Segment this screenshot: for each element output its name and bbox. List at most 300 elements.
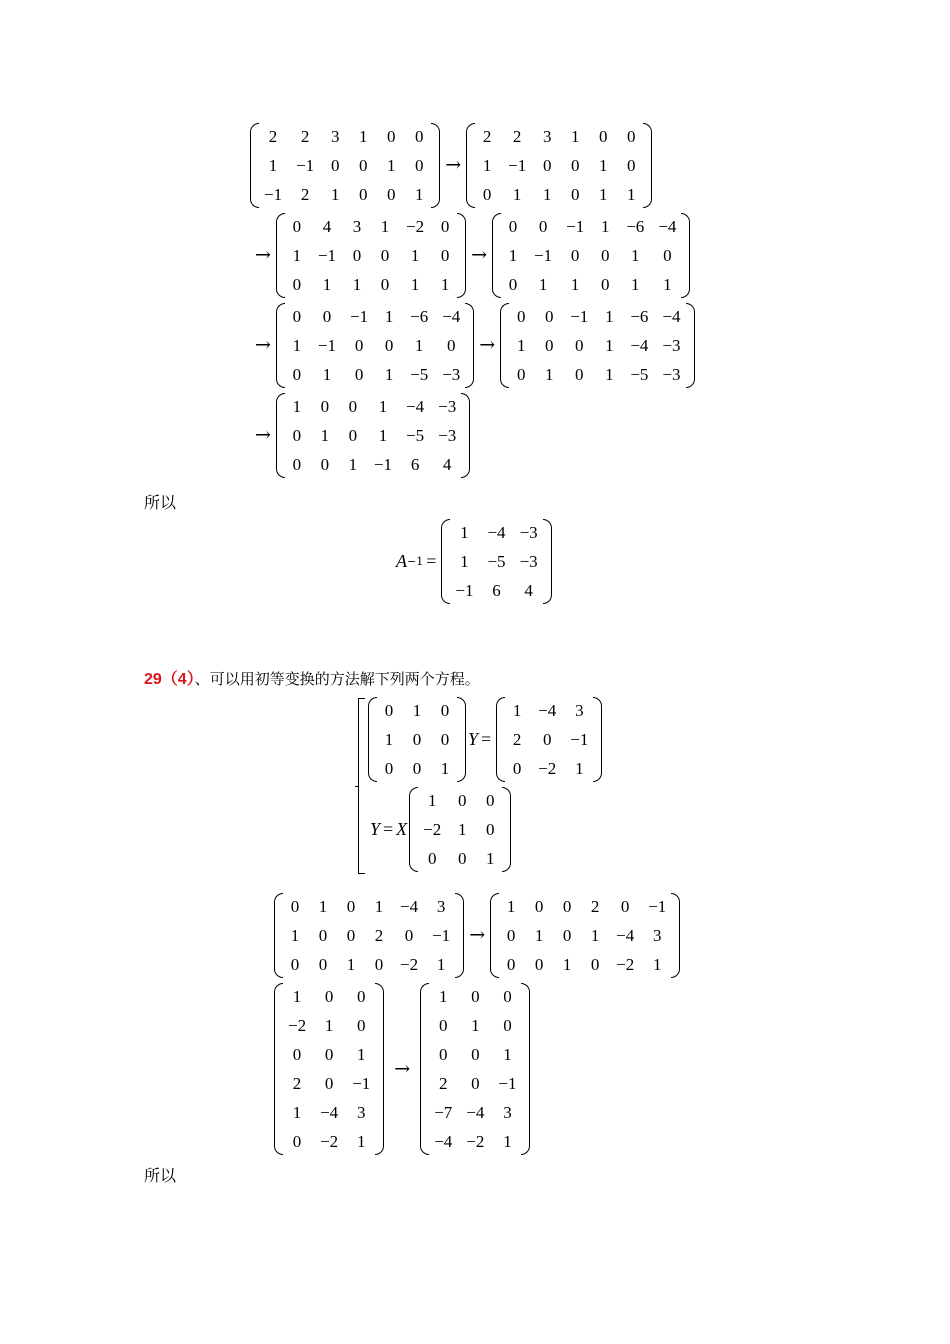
right-paren (673, 892, 682, 979)
matrix-cell: 0 (356, 1015, 366, 1035)
matrix-cell: −6 (410, 306, 429, 326)
matrix-cell: −1 (570, 306, 589, 326)
left-paren (498, 302, 507, 389)
matrix-cell: 1 (482, 155, 492, 175)
matrix-cell: 1 (598, 155, 608, 175)
matrix-cell: 1 (605, 306, 614, 326)
matrix-cell: 0 (292, 1044, 302, 1064)
problem-statement: 、可以用初等变换的方法解下列两个方程。 (194, 670, 480, 688)
matrix-cell: 1 (356, 1131, 366, 1151)
transform-arrow: → (394, 1057, 411, 1080)
matrix-cell: 1 (506, 896, 516, 916)
matrix-row (283, 302, 467, 331)
matrix-body (499, 212, 683, 299)
matrix-cell: 0 (386, 184, 396, 204)
matrix-cell: 0 (346, 896, 356, 916)
elimination-row-3 (252, 302, 697, 389)
augmented-matrix-2 (464, 122, 654, 209)
matrix-cell: 1 (318, 896, 328, 916)
matrix-row (281, 982, 377, 1011)
matrix-cell: −1 (455, 580, 474, 600)
matrix-cell: 0 (590, 954, 600, 974)
matrix-cell: 0 (575, 364, 584, 384)
matrix-cell: 1 (605, 364, 614, 384)
matrix-cell: −5 (487, 551, 506, 571)
matrix-cell: 1 (384, 729, 394, 749)
matrix-cell: 0 (404, 925, 414, 945)
matrix-cell: 1 (516, 335, 526, 355)
matrix-cell: 1 (292, 396, 302, 416)
augmented-matrix-7 (274, 392, 472, 479)
matrix-cell: 0 (598, 126, 608, 146)
matrix-cell: 6 (410, 454, 420, 474)
stacked-matrix-11 (418, 982, 532, 1156)
matrix-cell: 1 (503, 1044, 512, 1064)
matrix-cell: −6 (630, 306, 649, 326)
matrix-body (283, 302, 467, 389)
matrix-row (416, 786, 504, 815)
matrix-row (473, 180, 645, 209)
Y-symbol: Y (370, 819, 381, 839)
matrix-cell: 0 (471, 1073, 480, 1093)
matrix-cell: 0 (626, 155, 636, 175)
right-paren (545, 518, 554, 605)
matrix-row (499, 270, 683, 299)
matrix-cell: 0 (358, 155, 368, 175)
matrix-cell: 0 (600, 245, 610, 265)
right-paren (688, 302, 697, 389)
matrix-body (416, 786, 504, 873)
problem-heading (144, 666, 480, 689)
matrix-cell: 1 (292, 986, 302, 1006)
right-paren (504, 786, 513, 873)
matrix-row (503, 725, 595, 754)
matrix-row (281, 1127, 377, 1156)
therefore-label-2: 所以 (144, 1166, 177, 1185)
matrix-cell: 4 (322, 216, 332, 236)
matrix-cell: 1 (292, 1102, 302, 1122)
matrix-cell: 0 (414, 126, 424, 146)
matrix-cell: 3 (330, 126, 340, 146)
matrix-cell: 3 (503, 1102, 512, 1122)
matrix-cell: 0 (471, 986, 480, 1006)
matrix-cell: −3 (662, 364, 681, 384)
matrix-cell: 0 (384, 758, 394, 778)
matrix-cell: 1 (322, 364, 332, 384)
matrix-cell: 0 (292, 306, 302, 326)
matrix-cell: 1 (380, 216, 390, 236)
matrix-cell: 1 (386, 155, 396, 175)
inverse-exponent: −1 (407, 555, 424, 568)
matrix-cell: 0 (663, 245, 672, 265)
matrix-cell: 0 (292, 274, 302, 294)
matrix-row (427, 1098, 523, 1127)
equation-2 (370, 786, 513, 873)
matrix-cell: 0 (512, 758, 522, 778)
matrix-cell: 1 (320, 425, 330, 445)
matrix-cell: 0 (412, 758, 422, 778)
matrix-row (283, 392, 463, 421)
elimination-row-5 (272, 892, 682, 979)
matrix-cell: 1 (324, 1015, 334, 1035)
matrix-cell: 1 (460, 522, 469, 542)
matrix-cell: −1 (350, 306, 369, 326)
matrix-cell: −4 (320, 1102, 339, 1122)
matrix-cell: −4 (538, 700, 557, 720)
matrix-cell: 1 (626, 184, 636, 204)
augmented-matrix-9 (488, 892, 682, 979)
matrix-cell: 0 (318, 925, 328, 945)
left-paren (272, 892, 281, 979)
matrix-cell: 1 (544, 364, 554, 384)
matrix-cell: 1 (542, 184, 552, 204)
matrix-cell: −1 (498, 1073, 517, 1093)
matrix-row (283, 331, 467, 360)
matrix-row (448, 547, 544, 576)
matrix-cell: 0 (348, 396, 358, 416)
transform-arrow: → (471, 244, 488, 266)
matrix-cell: 0 (534, 896, 544, 916)
matrix-cell: 0 (427, 848, 437, 868)
matrix-cell: −2 (288, 1015, 307, 1035)
matrix-cell: 0 (292, 1131, 302, 1151)
matrix-row (427, 1069, 523, 1098)
matrix-cell: 1 (458, 819, 467, 839)
right-paren (523, 982, 532, 1156)
matrix-cell: −5 (406, 425, 425, 445)
matrix-cell: 0 (544, 335, 554, 355)
matrix-cell: 0 (486, 790, 495, 810)
matrix-cell: −4 (616, 925, 635, 945)
matrix-cell: 1 (414, 184, 424, 204)
matrix-cell: 1 (346, 954, 356, 974)
matrix-cell: −6 (626, 216, 645, 236)
matrix-cell: 0 (542, 155, 552, 175)
matrix-cell: 6 (492, 580, 501, 600)
matrix-cell: 0 (412, 729, 422, 749)
matrix-cell: 3 (356, 1102, 366, 1122)
matrix-cell: 2 (374, 925, 384, 945)
matrix-cell: 1 (575, 758, 584, 778)
matrix-cell: 0 (508, 216, 518, 236)
matrix-cell: −3 (519, 522, 538, 542)
matrix-cell: 1 (631, 274, 640, 294)
matrix-row (416, 844, 504, 873)
matrix-cell: 1 (412, 700, 422, 720)
matrix-cell: 4 (442, 454, 452, 474)
matrix-cell: −4 (434, 1131, 453, 1151)
matrix-cell: 0 (386, 126, 396, 146)
matrix-row (427, 1011, 523, 1040)
matrix-cell: 1 (322, 274, 332, 294)
matrix-cell: 1 (605, 335, 614, 355)
equation-system (358, 696, 598, 876)
transform-arrow: → (445, 154, 462, 176)
matrix-cell: 0 (292, 364, 302, 384)
equals-sign: = (383, 819, 394, 839)
matrix-cell: 0 (292, 216, 302, 236)
matrix-cell: −4 (487, 522, 506, 542)
matrix-cell: 0 (380, 245, 390, 265)
matrix-row (281, 1069, 377, 1098)
matrix-row (283, 360, 467, 389)
matrix-cell: 1 (534, 925, 544, 945)
augmented-matrix-1 (248, 122, 442, 209)
matrix-cell: −1 (373, 454, 393, 474)
matrix-cell: 0 (562, 896, 572, 916)
matrix-cell: 1 (439, 986, 448, 1006)
matrix-cell: 1 (427, 790, 437, 810)
matrix-cell: −3 (438, 425, 457, 445)
matrix-row (257, 151, 433, 180)
matrix-cell: 0 (348, 425, 358, 445)
elimination-row-1 (248, 122, 654, 209)
matrix-cell: 1 (356, 1044, 366, 1064)
matrix-row (473, 122, 645, 151)
matrix-cell: 1 (436, 954, 446, 974)
equation-1 (366, 696, 604, 783)
matrix-cell: 0 (384, 335, 394, 355)
matrix-cell: −1 (352, 1073, 371, 1093)
matrix-row (283, 421, 463, 450)
matrix-cell: 0 (570, 184, 580, 204)
matrix-cell: −4 (630, 335, 649, 355)
matrix-cell: 0 (292, 425, 302, 445)
matrix-cell: 1 (460, 551, 469, 571)
matrix-cell: 1 (653, 954, 662, 974)
matrix-cell: 0 (506, 925, 516, 945)
matrix-cell: 1 (292, 335, 302, 355)
left-paren (494, 696, 503, 783)
matrix-row (375, 754, 459, 783)
augmented-matrix-3 (274, 212, 468, 299)
matrix-row (375, 696, 459, 725)
therefore-label: 所以 (144, 493, 177, 512)
matrix-cell: 0 (318, 954, 328, 974)
matrix-cell: 0 (324, 1073, 334, 1093)
matrix-cell: −4 (442, 306, 461, 326)
matrix-cell: −5 (410, 364, 429, 384)
matrix-cell: −4 (406, 396, 425, 416)
matrix-cell: 1 (598, 184, 608, 204)
matrix-cell: 1 (538, 274, 548, 294)
transform-arrow: → (255, 334, 271, 356)
matrix-cell: −4 (658, 216, 677, 236)
matrix-cell: −2 (406, 216, 425, 236)
matrix-cell: 0 (374, 954, 384, 974)
matrix-cell: 0 (322, 306, 332, 326)
matrix-A-symbol: A (396, 551, 407, 571)
matrix-row (507, 360, 687, 389)
matrix-cell: 0 (458, 848, 467, 868)
matrix-cell: 3 (575, 700, 584, 720)
matrix-body (497, 892, 673, 979)
matrix-cell: 2 (512, 729, 522, 749)
left-paren (439, 518, 448, 605)
matrix-row (427, 982, 523, 1011)
Y-symbol: Y (468, 729, 479, 749)
matrix-cell: 0 (440, 700, 450, 720)
matrix-body (283, 212, 459, 299)
matrix-cell: 0 (458, 790, 467, 810)
matrix-cell: 0 (292, 454, 302, 474)
matrix-body (448, 518, 544, 605)
matrix-cell: 1 (384, 364, 394, 384)
left-paren (272, 982, 281, 1156)
matrix-cell: 1 (410, 245, 420, 265)
matrix-cell: −2 (400, 954, 419, 974)
matrix-cell: 1 (292, 245, 302, 265)
matrix-cell: 0 (506, 954, 516, 974)
right-paren (683, 212, 692, 299)
matrix-cell: 0 (538, 216, 548, 236)
matrix-cell: 0 (330, 155, 340, 175)
inverse-matrix (439, 518, 553, 605)
transform-arrow: → (255, 424, 271, 446)
matrix-cell: −1 (432, 925, 451, 945)
matrix-cell: −1 (648, 896, 667, 916)
matrix-row (507, 302, 687, 331)
matrix-cell: 0 (439, 1044, 448, 1064)
matrix-row (497, 892, 673, 921)
matrix-row (503, 696, 595, 725)
matrix-cell: 0 (290, 954, 300, 974)
matrix-cell: 0 (516, 306, 526, 326)
matrix-body (503, 696, 595, 783)
equals-sign: = (481, 729, 492, 749)
matrix-row (416, 815, 504, 844)
matrix-cell: 1 (378, 425, 388, 445)
matrix-cell: 0 (414, 155, 424, 175)
right-paren (457, 892, 466, 979)
matrix-cell: 0 (503, 1015, 512, 1035)
matrix-cell: 0 (352, 245, 362, 265)
matrix-cell: −4 (466, 1102, 485, 1122)
matrix-body (375, 696, 459, 783)
matrix-cell: 4 (524, 580, 533, 600)
matrix-cell: 1 (374, 896, 384, 916)
matrix-cell: −7 (434, 1102, 453, 1122)
matrix-cell: −1 (570, 729, 589, 749)
problem-number: 29（4） (144, 671, 195, 688)
permutation-matrix (366, 696, 468, 783)
left-paren (490, 212, 499, 299)
right-paren (459, 212, 468, 299)
matrix-cell: 1 (378, 396, 388, 416)
right-paren (433, 122, 442, 209)
matrix-body (281, 892, 457, 979)
matrix-cell: 2 (268, 126, 278, 146)
matrix-cell: 0 (516, 364, 526, 384)
matrix-cell: 1 (590, 925, 600, 945)
matrix-cell: 1 (570, 126, 580, 146)
elimination-row-4 (252, 392, 472, 479)
matrix-row (281, 892, 457, 921)
matrix-cell: 0 (503, 986, 512, 1006)
left-paren (366, 696, 375, 783)
matrix-cell: 0 (508, 274, 518, 294)
matrix-body (473, 122, 645, 209)
matrix-cell: 1 (410, 274, 420, 294)
matrix-cell: 1 (512, 184, 522, 204)
matrix-row (257, 180, 433, 209)
matrix-cell: 0 (358, 184, 368, 204)
matrix-cell: −2 (423, 819, 442, 839)
matrix-cell: 0 (354, 364, 364, 384)
matrix-cell: 0 (575, 335, 584, 355)
matrix-cell: 0 (320, 454, 330, 474)
matrix-cell: 0 (354, 335, 364, 355)
matrix-row (375, 725, 459, 754)
matrix-cell: 0 (440, 245, 450, 265)
matrix-cell: 1 (508, 245, 518, 265)
matrix-cell: 0 (320, 396, 330, 416)
stacked-matrix-10 (272, 982, 386, 1156)
matrix-cell: 0 (324, 986, 334, 1006)
matrix-row (281, 1098, 377, 1127)
matrix-cell: −1 (534, 245, 553, 265)
right-paren (645, 122, 654, 209)
matrix-row (283, 241, 459, 270)
matrix-cell: −3 (519, 551, 538, 571)
matrix-cell: 1 (663, 274, 672, 294)
matrix-cell: 1 (290, 925, 300, 945)
right-paren (467, 302, 476, 389)
matrix-cell: −5 (630, 364, 649, 384)
matrix-cell: 0 (380, 274, 390, 294)
matrix-cell: 0 (440, 729, 450, 749)
transform-arrow: → (255, 244, 271, 266)
matrix-cell: 2 (300, 184, 310, 204)
right-paren (595, 696, 604, 783)
matrix-row (283, 450, 463, 479)
matrix-cell: 0 (600, 274, 610, 294)
transform-arrow: → (469, 924, 486, 946)
matrix-cell: 0 (439, 1015, 448, 1035)
left-paren (488, 892, 497, 979)
matrix-cell: 1 (512, 700, 522, 720)
matrix-cell: 1 (414, 335, 424, 355)
left-paren (464, 122, 473, 209)
matrix-row (448, 518, 544, 547)
matrix-cell: −2 (320, 1131, 339, 1151)
matrix-cell: 1 (268, 155, 278, 175)
matrix-cell: 2 (439, 1073, 448, 1093)
matrix-cell: 2 (512, 126, 522, 146)
transform-arrow: → (479, 334, 496, 356)
matrix-cell: 3 (542, 126, 552, 146)
matrix-cell: 2 (482, 126, 492, 146)
matrix-cell: −3 (442, 364, 461, 384)
matrix-cell: 1 (570, 274, 580, 294)
left-paren (407, 786, 416, 873)
matrix-cell: 2 (292, 1073, 302, 1093)
matrix-row (507, 331, 687, 360)
right-paren (377, 982, 386, 1156)
matrix-cell: 1 (562, 954, 572, 974)
elimination-row-6 (272, 982, 532, 1156)
matrix-cell: −4 (400, 896, 419, 916)
matrix-cell: 0 (570, 155, 580, 175)
matrix-body (281, 982, 377, 1156)
augmented-matrix-4 (490, 212, 692, 299)
matrix-row (257, 122, 433, 151)
matrix-cell: 0 (346, 925, 356, 945)
matrix-cell: 0 (620, 896, 630, 916)
matrix-row (283, 212, 459, 241)
matrix-cell: 1 (631, 245, 640, 265)
matrix-cell: 0 (290, 896, 300, 916)
